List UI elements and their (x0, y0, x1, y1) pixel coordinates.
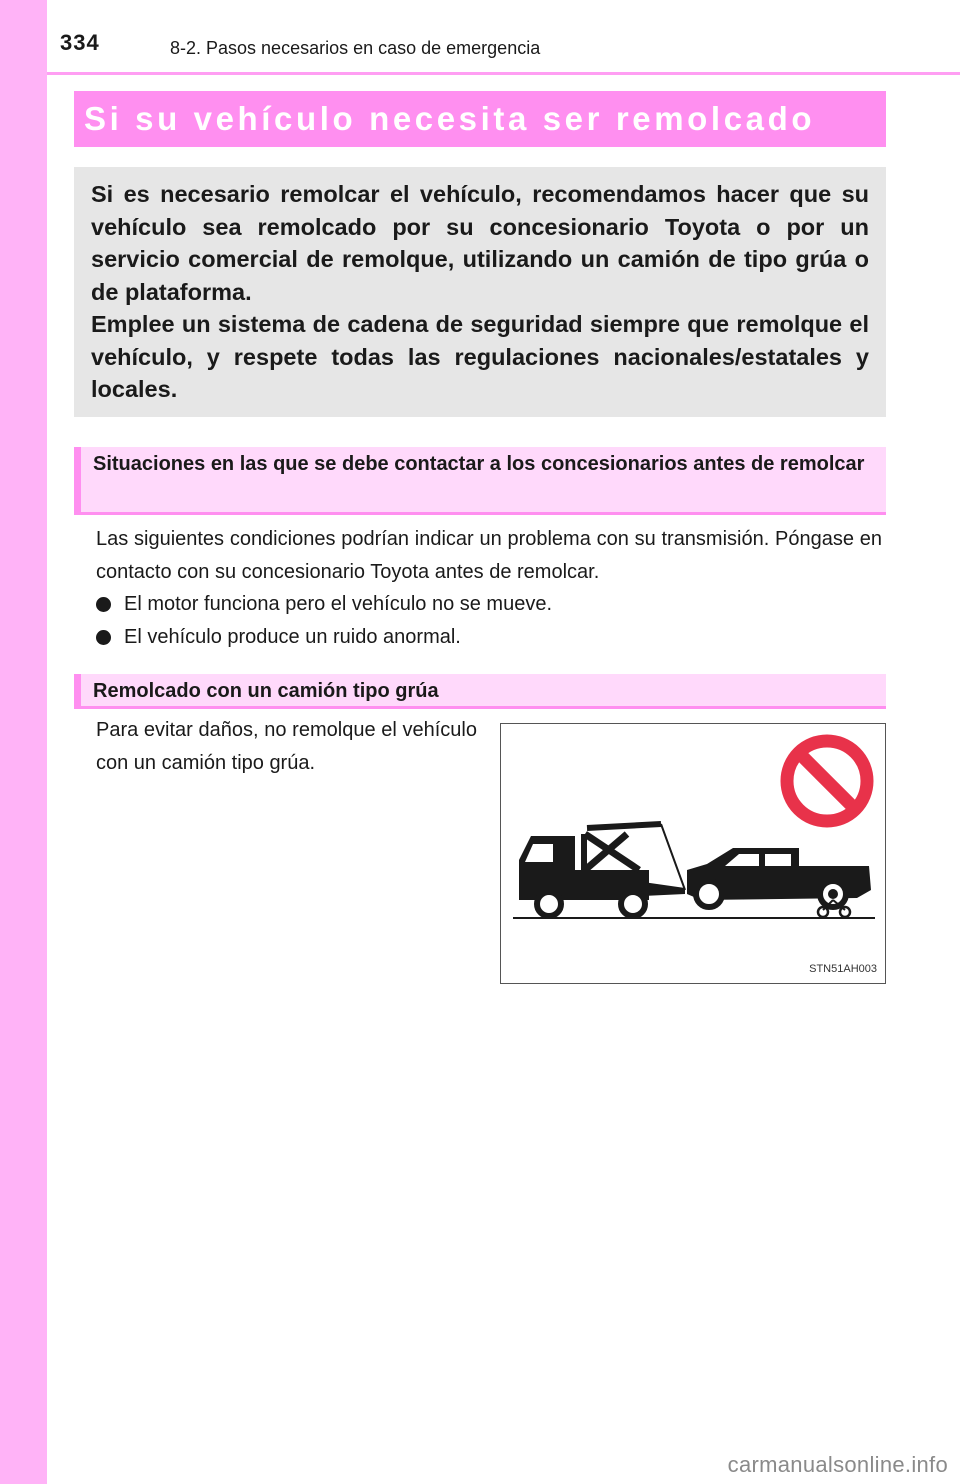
section1-body: Las siguientes condiciones podrían indicar un problema con su transmisión. Póngase en contacto con su concesionario Toyota antes de remolcar. (96, 528, 882, 583)
section2-body: Para evitar daños, no remolque el vehículo con un camión tipo grúa. (96, 719, 477, 774)
pickup-truck-icon (687, 848, 871, 917)
tow-truck-icon (519, 824, 685, 916)
bullet-list (96, 588, 882, 654)
bullet-text: El motor funciona pero el vehículo no se mueve. (124, 593, 553, 615)
list-item (96, 621, 882, 654)
intro-paragraph-1: Si es necesario remolcar el vehículo, recomendamos hacer que su vehículo sea remolcado por su concesionario Toyota o por un servicio comercial de remolque, utilizando un camión de tipo grúa o de plataforma. (91, 181, 869, 305)
page-title-bar (74, 91, 886, 147)
prohibition-icon (787, 741, 867, 821)
bullet-text: El vehículo produce un ruido anormal. (124, 626, 461, 648)
page-number: 334 (60, 30, 100, 55)
figure-code: STN51AH003 (809, 963, 877, 975)
tow-truck-figure-svg (501, 724, 887, 985)
section-heading-dealer-contact: Situaciones en las que se debe contactar a los concesionarios antes de remolcar (74, 447, 886, 515)
tow-truck-illustration (500, 723, 886, 984)
section-header: 8-2. Pasos necesarios en caso de emergencia (170, 38, 541, 58)
header-divider (47, 72, 960, 75)
page-title: Si su vehículo necesita ser remolcado (84, 100, 816, 137)
list-item (96, 588, 882, 621)
bullet-icon (96, 630, 111, 645)
intro-box (74, 167, 886, 417)
watermark: carmanualsonline.info (727, 1452, 948, 1477)
intro-paragraph-2: Emplee un sistema de cadena de seguridad siempre que remolque el vehículo, y respete todas las regulaciones nacionales/estatales y locales. (91, 311, 869, 402)
section-heading-tow-truck: Remolcado con un camión tipo grúa (74, 674, 886, 709)
bullet-icon (96, 597, 111, 612)
side-tab-strip (0, 0, 47, 1484)
